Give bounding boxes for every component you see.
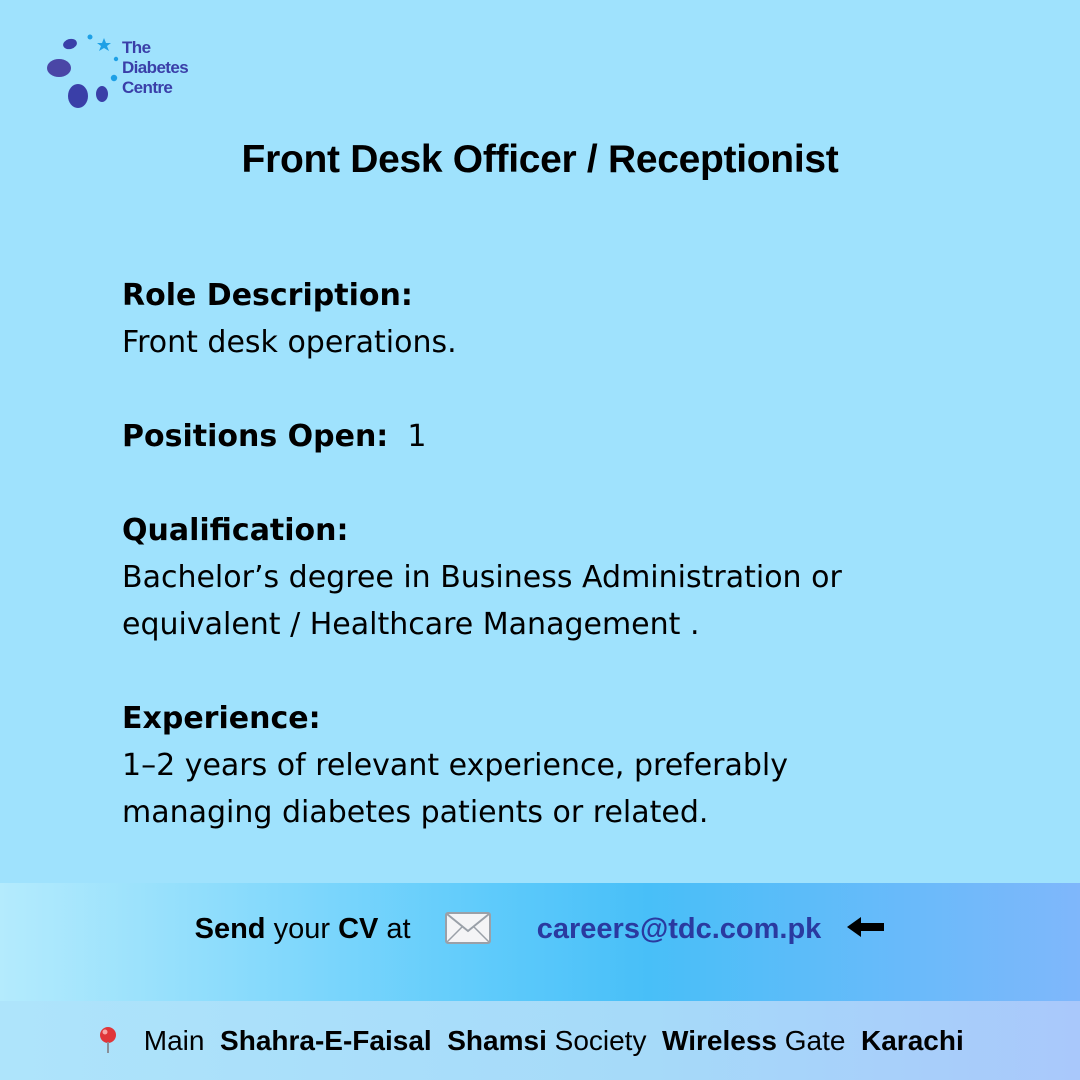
address-wireless: Wireless (662, 1025, 777, 1056)
address-main: Main (143, 1025, 205, 1056)
left-arrow-icon (847, 916, 885, 938)
logo-line-3: Centre (122, 78, 173, 97)
experience-label: Experience: (122, 701, 321, 736)
qualification-section (122, 507, 982, 648)
envelope-icon (445, 912, 491, 944)
positions-label: Positions Open: (122, 419, 389, 454)
logo-wordmark (122, 38, 188, 98)
address-road: Shahra-E-Faisal (220, 1025, 432, 1056)
address-shamsi: Shamsi (447, 1025, 547, 1056)
experience-section (122, 695, 982, 836)
address-line (98, 1021, 964, 1061)
at-word: at (386, 913, 411, 945)
logo-line-1: The (122, 38, 151, 57)
positions-value: 1 (407, 419, 427, 454)
role-text: Front desk operations. (122, 325, 457, 360)
logo-line-2: Diabetes (122, 58, 189, 77)
job-title: Front Desk Officer / Receptionist (241, 138, 839, 181)
qualification-line-1: Bachelor’s degree in Business Administration or (122, 560, 842, 595)
job-details (122, 272, 982, 883)
experience-line-2: managing diabetes patients or related. (122, 795, 709, 830)
positions-section (122, 413, 982, 460)
cv-word: CV (338, 913, 379, 945)
role-label: Role Description: (122, 278, 413, 313)
role-section (122, 272, 982, 366)
qualification-line-2: equivalent / Healthcare Management . (122, 607, 700, 642)
your-word: your (273, 913, 330, 945)
send-word: Send (194, 913, 266, 945)
qualification-label: Qualification: (122, 513, 349, 548)
map-pin-icon (98, 1026, 118, 1054)
careers-email-link[interactable]: careers@tdc.com.pk (536, 913, 822, 945)
send-cv-line (0, 908, 1080, 950)
experience-line-1: 1–2 years of relevant experience, preferably (122, 748, 789, 783)
address-city: Karachi (861, 1025, 964, 1056)
logo (42, 32, 212, 112)
diabetes-centre-logo-icon (42, 32, 122, 112)
address-gate: Gate (784, 1025, 846, 1056)
address-society: Society (554, 1025, 647, 1056)
